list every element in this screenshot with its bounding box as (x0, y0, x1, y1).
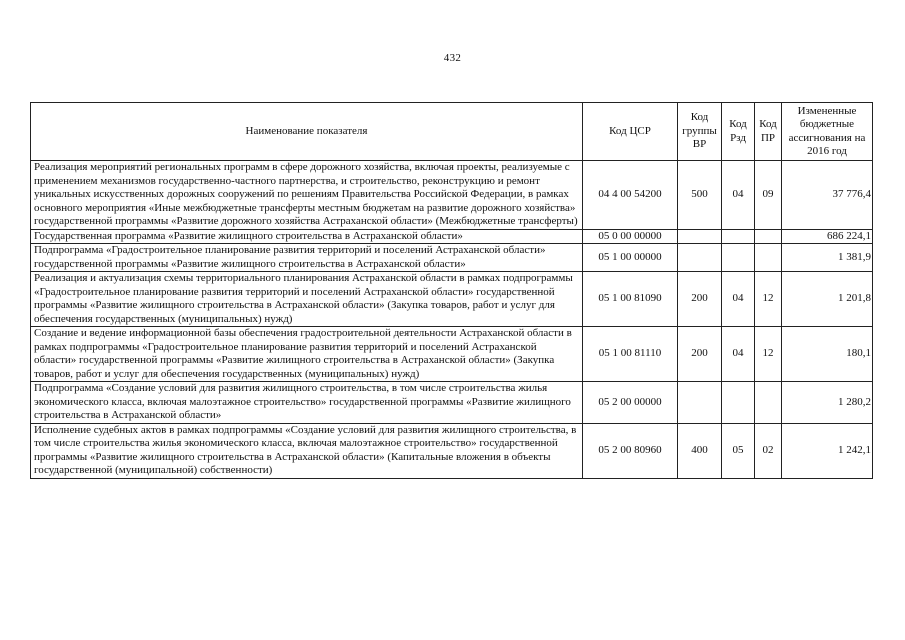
row-amount: 180,1 (782, 327, 873, 382)
row-pr-code: 02 (755, 423, 782, 478)
row-name: Подпрограмма «Градостроительное планирование развития территорий и поселений Астраханской области» государственной программы «Развитие жилищного строительства в Астраханской области» (31, 244, 583, 272)
row-rzd-code: 05 (722, 423, 755, 478)
table-row (31, 382, 873, 424)
row-csr-code: 05 0 00 00000 (583, 229, 678, 244)
row-amount: 686 224,1 (782, 229, 873, 244)
table-row (31, 327, 873, 382)
row-amount: 1 280,2 (782, 382, 873, 424)
header-vr-code: Код группы ВР (678, 103, 722, 161)
row-csr-code: 05 1 00 00000 (583, 244, 678, 272)
row-vr-code: 200 (678, 327, 722, 382)
row-csr-code: 05 1 00 81110 (583, 327, 678, 382)
row-csr-code: 05 1 00 81090 (583, 272, 678, 327)
row-vr-code: 400 (678, 423, 722, 478)
row-name: Подпрограмма «Создание условий для развития жилищного строительства, в том числе строительства жилья экономического класса, включая малоэтажное строительство» государственной программы «Развитие жилищного строительства в Астраханской области» (31, 382, 583, 424)
row-rzd-code: 04 (722, 161, 755, 230)
row-vr-code (678, 244, 722, 272)
header-name: Наименование показателя (31, 103, 583, 161)
row-pr-code: 12 (755, 272, 782, 327)
table-row (31, 423, 873, 478)
row-name: Государственная программа «Развитие жилищного строительства в Астраханской области» (31, 229, 583, 244)
row-amount: 37 776,4 (782, 161, 873, 230)
row-rzd-code (722, 382, 755, 424)
row-pr-code: 09 (755, 161, 782, 230)
row-rzd-code (722, 229, 755, 244)
row-csr-code: 05 2 00 00000 (583, 382, 678, 424)
row-name: Исполнение судебных актов в рамках подпрограммы «Создание условий для развития жилищного строительства, в том числе строительства жилья экономического класса, включая малоэтажное строительство» государственной программы «Развитие жилищного строительства в Астраханской области» (Капитальные вложения в объекты государственной (муниципальной) собственности) (31, 423, 583, 478)
header-pr-code: Код ПР (755, 103, 782, 161)
table-row (31, 244, 873, 272)
row-csr-code: 04 4 00 54200 (583, 161, 678, 230)
budget-table (30, 102, 873, 479)
row-amount: 1 201,8 (782, 272, 873, 327)
row-pr-code (755, 244, 782, 272)
row-rzd-code (722, 244, 755, 272)
row-rzd-code: 04 (722, 327, 755, 382)
row-pr-code: 12 (755, 327, 782, 382)
row-name: Реализация и актуализация схемы территориального планирования Астраханской области в рамках подпрограммы «Градостроительное планирование развития территорий и поселений Астраханской области» государственной программы «Развитие жилищного строительства в Астраханской области» (Закупка товаров, работ и услуг для обеспечения государственных (муниципальных) нужд) (31, 272, 583, 327)
header-csr-code: Код ЦСР (583, 103, 678, 161)
row-rzd-code: 04 (722, 272, 755, 327)
row-vr-code: 200 (678, 272, 722, 327)
page-number: 432 (443, 52, 462, 64)
row-amount: 1 381,9 (782, 244, 873, 272)
row-vr-code: 500 (678, 161, 722, 230)
header-rzd-code: Код Рзд (722, 103, 755, 161)
table-row (31, 272, 873, 327)
row-vr-code (678, 229, 722, 244)
table-header-row (31, 103, 873, 161)
row-csr-code: 05 2 00 80960 (583, 423, 678, 478)
table-row (31, 229, 873, 244)
row-amount: 1 242,1 (782, 423, 873, 478)
header-amount: Измененные бюджетные ассигнования на 2016 год (782, 103, 873, 161)
row-pr-code (755, 229, 782, 244)
row-name: Создание и ведение информационной базы обеспечения градостроительной деятельности Астраханской области в рамках подпрограммы «Градостроительное планирование развития территорий и поселений Астраханской области» государственной программы «Развитие жилищного строительства в Астраханской области» (Закупка товаров, работ и услуг для обеспечения государственных (муниципальных) нужд) (31, 327, 583, 382)
row-vr-code (678, 382, 722, 424)
row-pr-code (755, 382, 782, 424)
table-row (31, 161, 873, 230)
row-name: Реализация мероприятий региональных программ в сфере дорожного хозяйства, включая проекты, реализуемые с применением механизмов государственно-частного партнерства, и строительство, реконструкцию и ремонт уникальных искусственных дорожных сооружений по решениям Правительства Российской Федерации, в рамках основного мероприятия «Иные межбюджетные трансферты местным бюджетам на развитие дорожного хозяйства» государственной программы «Развитие дорожного хозяйства Астраханской области» (Межбюджетные трансферты) (31, 161, 583, 230)
